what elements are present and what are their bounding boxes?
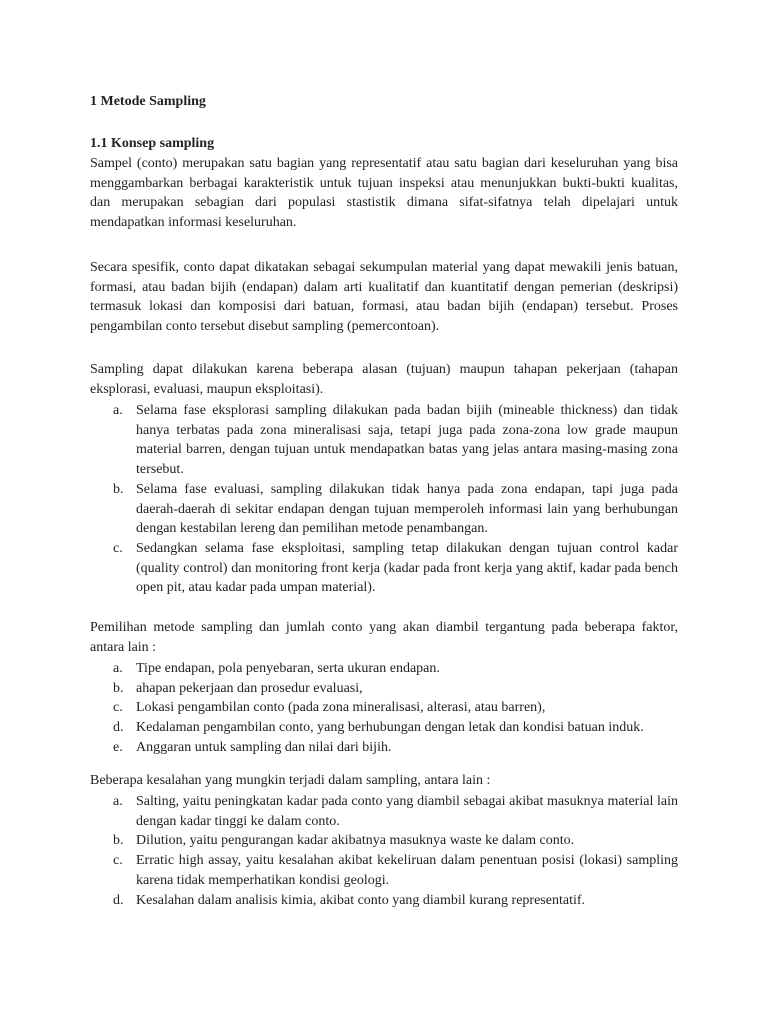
- list-marker: d.: [113, 720, 124, 736]
- list-sampling-errors: [90, 792, 678, 910]
- list-item: [90, 659, 678, 679]
- list-item-text: Sedangkan selama fase eksploitasi, sampling tetap dilakukan dengan tujuan control kadar (quality control) dan monitoring front kerja (kadar pada front kerja yang aktif, kadar pada bench open pit, atau kadar pada umpan material).: [136, 540, 678, 596]
- paragraph-sampling-errors: Beberapa kesalahan yang mungkin terjadi dalam sampling, antara lain :: [90, 773, 491, 788]
- list-item: [90, 891, 678, 911]
- list-item: [90, 718, 678, 738]
- section-title: 1.1 Konsep sampling: [90, 136, 215, 151]
- list-item-text: Dilution, yaitu pengurangan kadar akibatnya masuknya waste ke dalam conto.: [136, 833, 575, 849]
- list-marker: d.: [113, 892, 124, 908]
- list-item-text: Tipe endapan, pola penyebaran, serta ukuran endapan.: [136, 661, 440, 676]
- list-item-text: Selama fase evaluasi, sampling dilakukan tidak hanya pada zona endapan, tapi juga pada daerah-daerah di sekitar endapan dengan tujuan memperoleh informasi lain yang berhubungan dengan kestabilan lereng dan pemilihan metode penambangan.: [136, 481, 678, 537]
- list-item: [90, 401, 678, 480]
- list-item-text: Selama fase eksplorasi sampling dilakukan pada badan bijih (mineable thickness) dan tidak hanya terbatas pada zona mineralisasi saja, tetapi juga pada zona-zona low grade maupun material barren, dengan tujuan untuk mendapatkan batas yang jelas antara masing-masing zona tersebut.: [136, 403, 678, 478]
- list-item: [90, 480, 678, 539]
- list-item-text: Kesalahan dalam analisis kimia, akibat conto yang diambil kurang representatif.: [136, 892, 586, 908]
- list-marker: c.: [113, 540, 123, 556]
- list-item: [90, 698, 678, 718]
- list-item-text: Anggaran untuk sampling dan nilai dari bijih.: [136, 739, 392, 755]
- list-marker: b.: [113, 833, 124, 849]
- list-item-text: Erratic high assay, yaitu kesalahan akibat kekeliruan dalam penentuan posisi (lokasi) sampling karena tidak memperhatikan kondisi geologi.: [136, 853, 678, 888]
- list-item: [90, 851, 678, 890]
- list-item-text: Salting, yaitu peningkatan kadar pada conto yang diambil sebagai akibat masuknya material lain dengan kadar tinggi ke dalam conto.: [136, 794, 678, 829]
- list-item-text: Lokasi pengambilan conto (pada zona mineralisasi, alterasi, atau barren),: [136, 700, 546, 716]
- paragraph-specific: Secara spesifik, conto dapat dikatakan sebagai sekumpulan material yang dapat mewakili jenis batuan, formasi, atau badan bijih (endapan) dalam arti kualitatif dan kuantitatif dengan pemerian (deskripsi) termasuk lokasi dan komposisi dari batuan, formasi, atau badan bijih (endapan) tersebut. Proses pengambilan conto tersebut disebut sampling (pemercontoan).: [90, 260, 678, 335]
- list-marker: b.: [113, 680, 124, 696]
- list-marker: a.: [113, 661, 123, 676]
- list-item: [90, 792, 678, 831]
- list-item-text: Kedalaman pengambilan conto, yang berhubungan dengan letak dan kondisi batuan induk.: [136, 720, 644, 736]
- paragraph-method-selection: Pemilihan metode sampling dan jumlah conto yang akan diambil tergantung pada beberapa faktor, antara lain :: [90, 620, 678, 655]
- paragraph-sampling-reasons: Sampling dapat dilakukan karena beberapa alasan (tujuan) maupun tahapan pekerjaan (tahapan eksplorasi, evaluasi, maupun eksploitasi).: [90, 362, 678, 397]
- list-marker: c.: [113, 853, 123, 869]
- list-item-text: ahapan pekerjaan dan prosedur evaluasi,: [136, 680, 363, 696]
- list-marker: a.: [113, 794, 123, 809]
- list-item: [90, 679, 678, 699]
- list-item: [90, 738, 678, 758]
- list-selection-factors: [90, 659, 678, 758]
- list-item: [90, 831, 678, 851]
- paragraph-definition: Sampel (conto) merupakan satu bagian yang representatif atau satu bagian dari keseluruhan yang bisa menggambarkan berbagai karakteristik untuk tujuan inspeksi atau menunjukkan bukti-bukti kualitas, dan merupakan sebagian dari populasi stastistik dimana sifat-sifatnya telah dipelajari untuk mendapatkan informasi keseluruhan.: [90, 156, 678, 231]
- list-marker: b.: [113, 481, 124, 497]
- list-sampling-phases: [90, 401, 678, 598]
- document-title: 1 Metode Sampling: [90, 94, 206, 109]
- list-marker: c.: [113, 700, 123, 716]
- list-item: [90, 539, 678, 598]
- list-marker: a.: [113, 403, 123, 418]
- list-marker: e.: [113, 739, 123, 755]
